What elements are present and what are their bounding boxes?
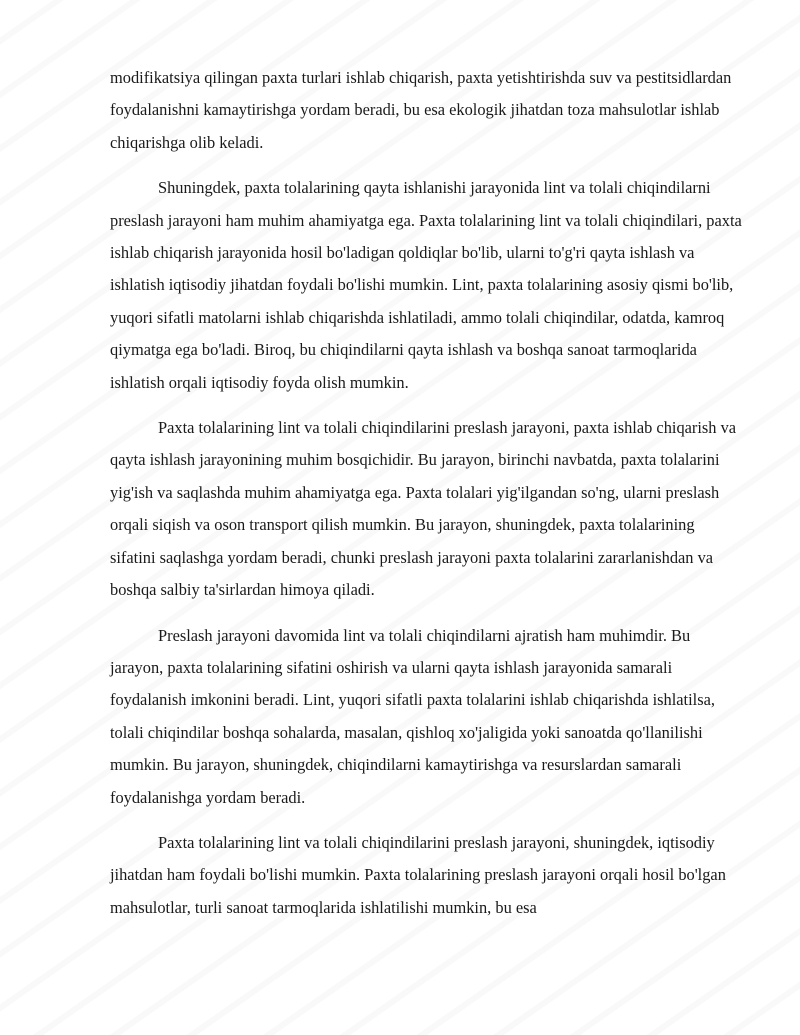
paragraph-economic-benefit: Paxta tolalarining lint va tolali chiqindilarini preslash jarayoni, shuningdek, iqtisodiy jihatdan ham foydali bo'lishi mumkin. Paxta tolalarining preslash jarayoni orqali hosil bo'lgan mahsulotlar, turli sanoat tarmoqlarida ishlatilishi mumkin, bu esa (110, 832, 726, 917)
paragraph-lint-importance: Shuningdek, paxta tolalarining qayta ishlanishi jarayonida lint va tolali chiqindilarni preslash jarayoni ham muhim ahamiyatga ega. Paxta tolalarining lint va tolali chiqindilari, paxta ishlab chiqarish jarayonida hosil bo'ladigan qoldiqlar bo'lib, ularni to'g'ri qayta ishlash va ishlatish iqtisodiy jihatdan foydali bo'lishi mumkin. Lint, paxta tolalarining asosiy qismi bo'lib, yuqori sifatli matolarni ishlab chiqarishda ishlatiladi, ammo tolali chiqindilar, odatda, kamroq qiymatga ega bo'ladi. Biroq, bu chiqindilarni qayta ishlash va boshqa sanoat tarmoqlarida ishlatish orqali iqtisodiy foyda olish mumkin. (110, 178, 742, 392)
document-body (110, 62, 742, 937)
paragraph-pressing-stage: Paxta tolalarining lint va tolali chiqindilarini preslash jarayoni, paxta ishlab chiqarish va qayta ishlash jarayonining muhim bosqichidir. Bu jarayon, birinchi navbatda, paxta tolalarini yig'ish va saqlashda muhim ahamiyatga ega. Paxta tolalari yig'ilgandan so'ng, ularni preslash orqali siqish va oson transport qilish mumkin. Bu jarayon, shuningdek, paxta tolalarining sifatini saqlashga yordam beradi, chunki preslash jarayoni paxta tolalarini zararlanishdan va boshqa salbiy ta'sirlardan himoya qiladi. (110, 418, 737, 600)
paragraph-continuation: modifikatsiya qilingan paxta turlari ishlab chiqarish, paxta yetishtirishda suv va pestitsidlardan foydalanishni kamaytirishga yordam beradi, bu esa ekologik jihatdan toza mahsulotlar ishlab chiqarishga olib keladi. (110, 68, 732, 152)
paragraph-separation: Preslash jarayoni davomida lint va tolali chiqindilarni ajratish ham muhimdir. Bu jarayon, paxta tolalarining sifatini oshirish va ularni qayta ishlash jarayonida samarali foydalanish imkonini beradi. Lint, yuqori sifatli paxta tolalarini ishlab chiqarishda ishlatilsa, tolali chiqindilar boshqa sohalarda, masalan, qishloq xo'jaligida yoki sanoatda qo'llanilishi mumkin. Bu jarayon, shuningdek, chiqindilarni kamaytirishga va resurslardan samarali foydalanishga yordam beradi. (110, 625, 715, 807)
